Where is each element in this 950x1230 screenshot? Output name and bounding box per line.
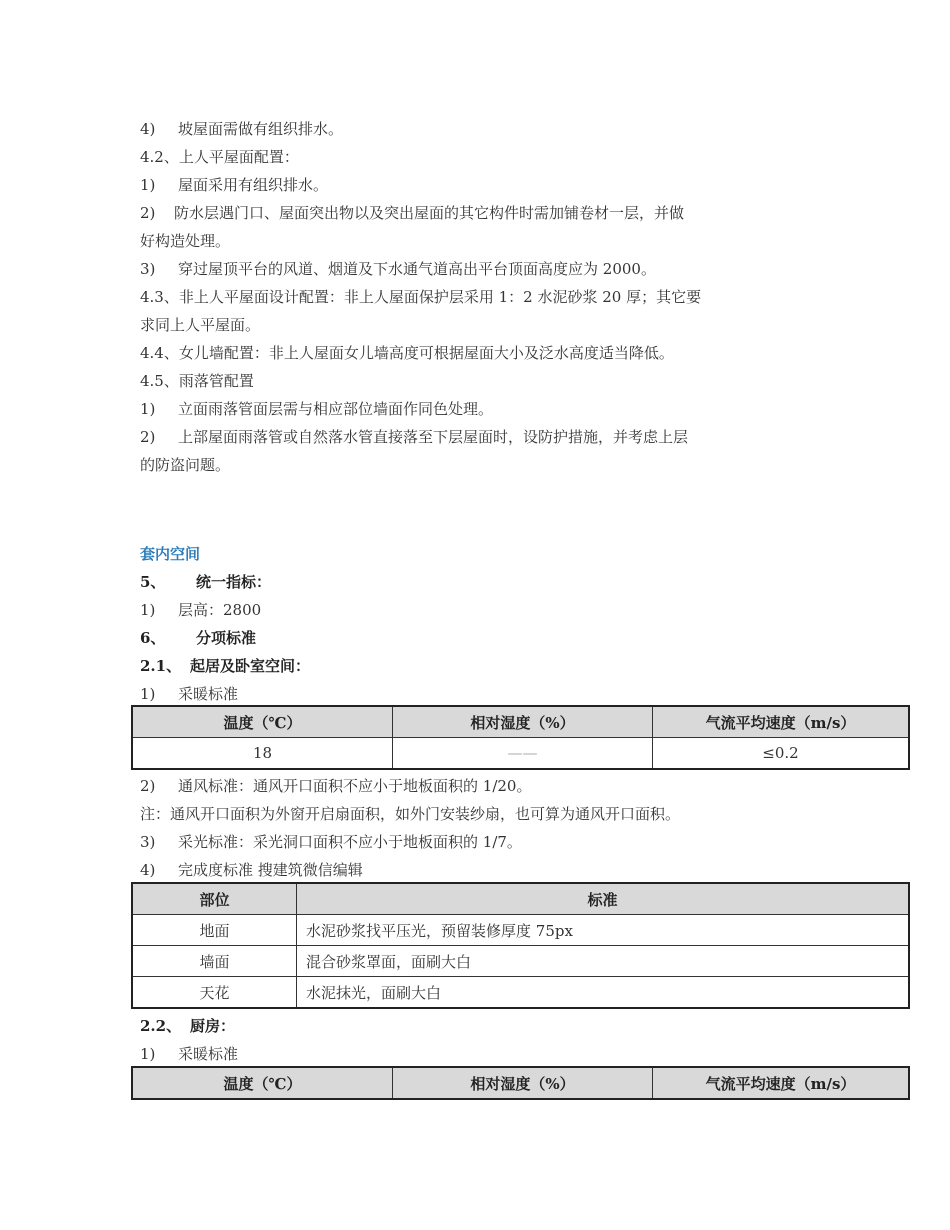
table-cell: 混合砂浆罩面，面刷大白	[297, 946, 910, 977]
column-header: 相对湿度（%）	[393, 706, 653, 738]
roof-item	[140, 315, 260, 335]
table-cell: ≤0.2	[653, 738, 910, 770]
section-title: 套内空间	[140, 545, 201, 563]
item-text: 注：通风开口面积为外窗开启扇面积，如外门安装纱扇，也可算为通风开口面积。	[140, 805, 681, 823]
heating-table	[131, 705, 910, 770]
item-number: 4)	[140, 120, 156, 138]
item-number: 1)	[140, 176, 156, 194]
table-row	[132, 977, 909, 1009]
item-text: 采暖标准	[178, 1045, 239, 1063]
item-text: 坡屋面需做有组织排水。	[178, 120, 344, 138]
section-heading-text: 分项标准	[196, 629, 257, 647]
item-number: 2)	[140, 777, 156, 795]
item-number: 1)	[140, 601, 156, 619]
roof-item	[140, 343, 674, 363]
table-cell: 墙面	[132, 946, 297, 977]
roof-item	[140, 259, 656, 279]
table-row	[132, 738, 909, 770]
item-number: 1)	[140, 400, 156, 418]
section-2-1-heading	[140, 656, 310, 676]
column-header: 标准	[297, 883, 910, 915]
section-5-heading	[140, 572, 271, 592]
table-header-row	[132, 1067, 909, 1099]
column-header: 相对湿度（%）	[393, 1067, 653, 1099]
section-2-2-heading	[140, 1016, 235, 1036]
item-text: 完成度标准 搜建筑微信编辑	[178, 861, 363, 879]
item-text: 4.3、非上人平屋面设计配置：非上人屋面保护层采用 1：2 水泥砂浆 20 厚；其它要	[140, 288, 702, 306]
item-text: 4.2、上人平屋面配置：	[140, 148, 299, 166]
column-header: 气流平均速度（m/s）	[653, 706, 910, 738]
item-text: 采光标准：采光洞口面积不应小于地板面积的 1/7。	[178, 833, 522, 851]
column-header: 温度（℃）	[132, 706, 393, 738]
item-number: 4)	[140, 861, 156, 879]
item-text: 4.5、雨落管配置	[140, 372, 254, 390]
table-cell: ——	[393, 738, 653, 770]
section-number: 6、	[140, 629, 166, 647]
table-row	[132, 915, 909, 946]
heating-standard-label	[140, 684, 238, 704]
section-number: 2.1、	[140, 657, 182, 675]
roof-item	[140, 175, 328, 195]
table-header-row	[132, 706, 909, 738]
item-text: 穿过屋顶平台的风道、烟道及下水通气道高出平台顶面高度应为 2000。	[178, 260, 656, 278]
note-item	[140, 860, 363, 880]
column-header: 部位	[132, 883, 297, 915]
note-item	[140, 804, 680, 824]
roof-item	[140, 371, 254, 391]
item-number: 2)	[140, 428, 156, 446]
note-item	[140, 832, 522, 852]
table-cell: 水泥抹光，面刷大白	[297, 977, 910, 1009]
section-6-heading	[140, 628, 256, 648]
item-text: 立面雨落管面层需与相应部位墙面作同色处理。	[178, 400, 494, 418]
roof-item	[140, 399, 493, 419]
table-cell: 水泥砂浆找平压光，预留装修厚度 75px	[297, 915, 910, 946]
item-text: 4.4、女儿墙配置：非上人屋面女儿墙高度可根据屋面大小及泛水高度适当降低。	[140, 344, 674, 362]
roof-item	[140, 231, 230, 251]
finish-standard-table	[131, 882, 910, 1009]
section-heading-text: 起居及卧室空间：	[190, 657, 311, 675]
item-number: 3)	[140, 833, 156, 851]
table-row	[132, 946, 909, 977]
section-5-item	[140, 600, 261, 620]
roof-item	[140, 455, 230, 475]
roof-item	[140, 203, 684, 223]
item-text: 上部屋面雨落管或自然落水管直接落至下层屋面时，设防护措施，并考虑上层	[178, 428, 689, 446]
item-text: 层高：2800	[178, 601, 262, 619]
item-number: 1)	[140, 685, 156, 703]
table-cell: 天花	[132, 977, 297, 1009]
section-heading-text: 厨房：	[190, 1017, 236, 1035]
section-number: 2.2、	[140, 1017, 182, 1035]
item-number: 1)	[140, 1045, 156, 1063]
column-header: 温度（℃）	[132, 1067, 393, 1099]
item-text: 通风标准：通风开口面积不应小于地板面积的 1/20。	[178, 777, 532, 795]
item-number: 3)	[140, 260, 156, 278]
column-header: 气流平均速度（m/s）	[653, 1067, 910, 1099]
heating-standard-label	[140, 1044, 238, 1064]
section-heading-text: 统一指标：	[196, 573, 272, 591]
note-item	[140, 776, 531, 796]
kitchen-heating-table	[131, 1066, 910, 1100]
item-text: 屋面采用有组织排水。	[178, 176, 329, 194]
item-text: 好构造处理。	[140, 232, 231, 250]
item-text: 防水层遇门口、屋面突出物以及突出屋面的其它构件时需加铺卷材一层，并做	[174, 204, 685, 222]
roof-item	[140, 287, 701, 307]
item-text: 的防盗问题。	[140, 456, 231, 474]
table-cell: 地面	[132, 915, 297, 946]
section-number: 5、	[140, 573, 166, 591]
table-header-row	[132, 883, 909, 915]
item-text: 求同上人平屋面。	[140, 316, 261, 334]
roof-item	[140, 427, 688, 447]
item-number: 2)	[140, 204, 156, 222]
roof-item	[140, 119, 343, 139]
roof-item	[140, 147, 299, 167]
table-cell: 18	[132, 738, 393, 770]
item-text: 采暖标准	[178, 685, 239, 703]
